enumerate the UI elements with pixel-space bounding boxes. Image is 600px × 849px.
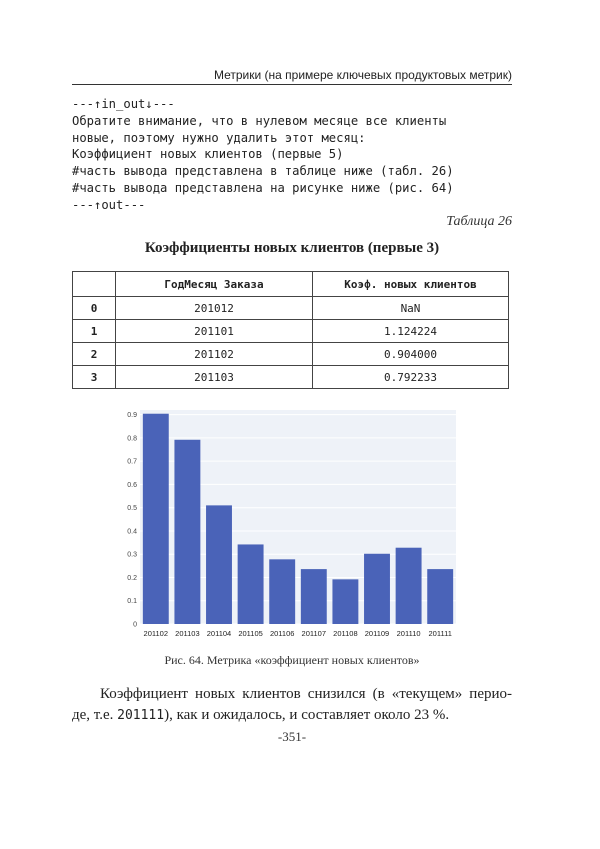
inline-code: 201111 <box>117 708 165 723</box>
table-header-row <box>73 272 509 297</box>
table-row <box>73 343 509 366</box>
paragraph-text: Коэффициент новых клиентов снизился (в «текущем» перио- <box>100 686 512 702</box>
row-index: 0 <box>73 297 116 320</box>
bar <box>427 569 453 624</box>
code-line: ---↑out--- <box>72 197 146 212</box>
coefficients-table <box>72 271 509 389</box>
row-index: 2 <box>73 343 116 366</box>
code-line: #часть вывода представлена на рисунке ниже (рис. 64) <box>72 180 454 195</box>
body-paragraph <box>72 684 512 726</box>
x-tick-label: 201110 <box>396 629 421 638</box>
y-tick-label: 0.3 <box>127 551 137 559</box>
row-coefficient: 0.792233 <box>313 366 509 389</box>
row-yearmonth: 201012 <box>116 297 313 320</box>
x-tick-label: 201104 <box>206 629 232 638</box>
code-line: Коэффициент новых клиентов (первые 5) <box>72 147 344 162</box>
y-tick-label: 0.7 <box>127 458 137 466</box>
bar <box>269 559 295 624</box>
running-header: Метрики (на примере ключевых продуктовых метрик) <box>213 68 512 82</box>
table-title: Коэффициенты новых клиентов (первые 3) <box>144 240 440 256</box>
bar <box>238 544 264 624</box>
x-tick-label: 201107 <box>301 629 327 638</box>
row-yearmonth: 201101 <box>116 320 313 343</box>
code-line: #часть вывода представлена в таблице ниже (табл. 26) <box>72 164 454 179</box>
bar <box>396 548 422 624</box>
bar <box>301 569 327 624</box>
x-tick-label: 201105 <box>238 629 263 638</box>
row-yearmonth: 201103 <box>116 366 313 389</box>
y-tick-label: 0.2 <box>127 574 137 582</box>
bar <box>364 554 390 624</box>
code-line: новые, поэтому нужно удалить этот месяц: <box>72 130 366 145</box>
x-tick-label: 201106 <box>269 629 295 638</box>
bar <box>143 414 169 624</box>
x-tick-label: 201111 <box>428 629 452 638</box>
table-row <box>73 320 509 343</box>
figure-caption: Рис. 64. Метрика «коэффициент новых клиентов» <box>164 653 420 667</box>
bar <box>332 579 358 624</box>
table-header-index <box>73 272 116 297</box>
row-coefficient: 0.904000 <box>313 343 509 366</box>
y-tick-label: 0.4 <box>127 528 137 536</box>
x-tick-label: 201102 <box>143 629 169 638</box>
row-index: 3 <box>73 366 116 389</box>
y-tick-label: 0.5 <box>127 505 137 513</box>
x-tick-label: 201103 <box>175 629 200 638</box>
table-header-yearmonth: ГодМесяц Заказа <box>116 272 313 297</box>
row-yearmonth: 201102 <box>116 343 313 366</box>
header-rule <box>72 84 512 85</box>
row-coefficient: 1.124224 <box>313 320 509 343</box>
row-index: 1 <box>73 320 116 343</box>
paragraph-text: де, т.е. <box>72 707 118 723</box>
page-number: -351- <box>277 729 307 744</box>
paragraph-text: ), как и ожидалось, и составляет около 23 %. <box>164 707 450 723</box>
y-tick-label: 0 <box>133 621 137 629</box>
code-line: Обратите внимание, что в нулевом месяце все клиенты <box>72 113 447 128</box>
y-tick-label: 0.9 <box>127 412 137 420</box>
row-coefficient: NaN <box>313 297 509 320</box>
code-line: ---↑in_out↓--- <box>72 97 175 111</box>
table-header-coefficient: Коэф. новых клиентов <box>313 272 509 297</box>
table-number-label: Таблица 26 <box>446 214 512 229</box>
x-tick-label: 201108 <box>333 629 358 638</box>
bar <box>206 505 232 624</box>
code-output-block <box>72 96 512 214</box>
new-clients-coefficient-chart <box>120 406 460 640</box>
bar <box>174 440 200 624</box>
x-tick-label: 201109 <box>364 629 390 638</box>
y-tick-label: 0.8 <box>127 435 137 443</box>
table-row <box>73 297 509 320</box>
table-row <box>73 366 509 389</box>
y-tick-label: 0.6 <box>127 481 137 489</box>
y-tick-label: 0.1 <box>127 598 137 606</box>
